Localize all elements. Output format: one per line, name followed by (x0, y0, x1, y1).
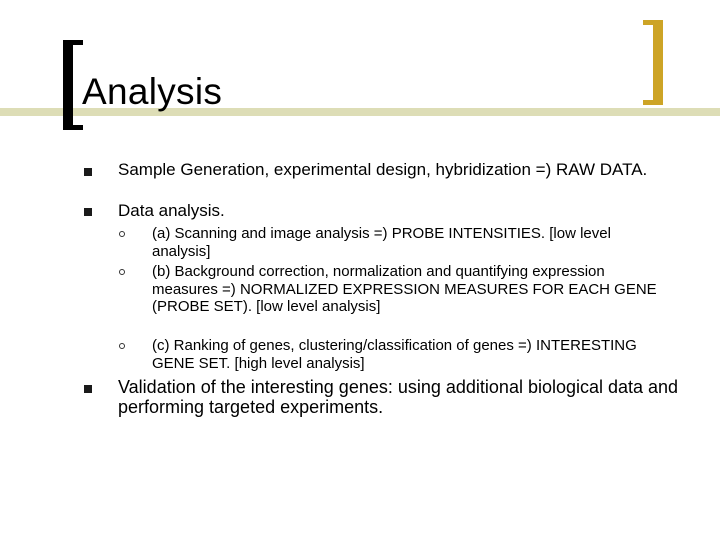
slide-title: Analysis (82, 71, 223, 112)
right-bracket-top-icon (643, 20, 663, 25)
square-bullet-icon (84, 168, 92, 176)
square-bullet-icon (84, 385, 92, 393)
sub-bullet-text-c: (c) Ranking of genes, clustering/classification of genes =) INTERESTING GENE SET. [high level analysis] (152, 337, 637, 372)
bullet-text-1: Sample Generation, experimental design, hybridization =) RAW DATA. (118, 160, 648, 179)
bullet-text-2: Data analysis. (118, 201, 225, 220)
right-bracket-icon (653, 20, 663, 105)
circle-bullet-icon (119, 231, 125, 237)
square-bullet-icon (84, 208, 92, 216)
left-bracket-bottom-icon (63, 125, 83, 130)
sub-bullet-text-a: (a) Scanning and image analysis =) PROBE INTENSITIES. [low level analysis] (152, 225, 611, 260)
circle-bullet-icon (119, 343, 125, 349)
sub-bullet-text-b: (b) Background correction, normalization and quantifying expression measures =) NORMALIZED EXPRESSION MEASURES FOR EACH GENE (PROBE SET). [low level analysis] (152, 263, 657, 315)
left-bracket-icon (63, 40, 73, 130)
left-bracket-top-icon (63, 40, 83, 45)
right-bracket-bottom-icon (643, 100, 663, 105)
circle-bullet-icon (119, 269, 125, 275)
bullet-text-3: Validation of the interesting genes: using additional biological data and performing targeted experiments. (118, 377, 679, 417)
